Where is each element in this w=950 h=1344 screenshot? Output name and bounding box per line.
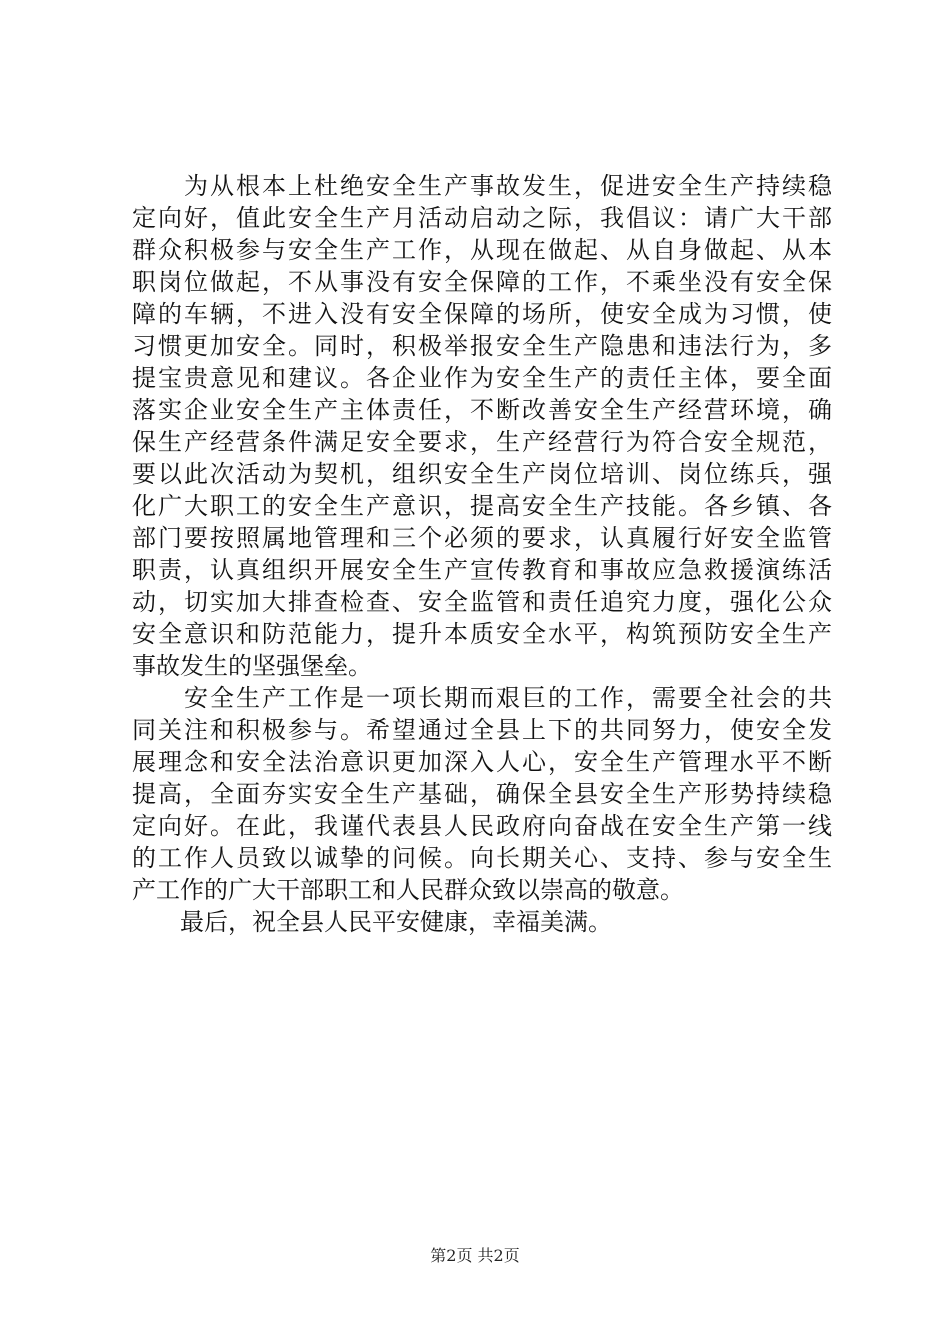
text-line: 安全意识和防范能力，提升本质安全水平，构筑预防安全生产	[132, 620, 832, 648]
text-line: 事故发生的坚强堡垒。	[132, 652, 372, 680]
text-line: 为从根本上杜绝安全生产事故发生，促进安全生产持续稳	[132, 172, 832, 200]
page-number-footer: 第2页 共2页	[430, 1246, 520, 1265]
text-line: 职责，认真组织开展安全生产宣传教育和事故应急救援演练活	[132, 556, 832, 584]
text-line: 展理念和安全法治意识更加深入人心，安全生产管理水平不断	[132, 748, 832, 776]
text-line: 提宝贵意见和建议。各企业作为安全生产的责任主体，要全面	[132, 364, 832, 392]
text-line: 保生产经营条件满足安全要求，生产经营行为符合安全规范，	[132, 428, 832, 456]
document-body	[132, 170, 832, 938]
text-line: 化广大职工的安全生产意识，提高安全生产技能。各乡镇、各	[132, 492, 832, 520]
text-line: 同关注和积极参与。希望通过全县上下的共同努力，使安全发	[132, 716, 832, 744]
text-line: 的工作人员致以诚挚的问候。向长期关心、支持、参与安全生	[132, 844, 832, 872]
text-line: 最后，祝全县人民平安健康，幸福美满。	[132, 908, 612, 936]
text-line: 定向好。在此，我谨代表县人民政府向奋战在安全生产第一线	[132, 812, 832, 840]
paragraph-1	[132, 170, 832, 682]
paragraph-3	[132, 906, 832, 938]
text-line: 提高，全面夯实安全生产基础，确保全县安全生产形势持续稳	[132, 780, 832, 808]
text-line: 群众积极参与安全生产工作，从现在做起、从自身做起、从本	[132, 236, 832, 264]
text-line: 动，切实加大排查检查、安全监管和责任追究力度，强化公众	[132, 588, 832, 616]
text-line: 习惯更加安全。同时，积极举报安全生产隐患和违法行为，多	[132, 332, 832, 360]
text-line: 部门要按照属地管理和三个必须的要求，认真履行好安全监管	[132, 524, 832, 552]
text-line: 障的车辆，不进入没有安全保障的场所，使安全成为习惯，使	[132, 300, 832, 328]
text-line: 要以此次活动为契机，组织安全生产岗位培训、岗位练兵，强	[132, 460, 832, 488]
paragraph-2	[132, 682, 832, 906]
text-line: 落实企业安全生产主体责任，不断改善安全生产经营环境，确	[132, 396, 832, 424]
text-line: 产工作的广大干部职工和人民群众致以崇高的敬意。	[132, 876, 684, 904]
text-line: 安全生产工作是一项长期而艰巨的工作，需要全社会的共	[132, 684, 832, 712]
text-line: 定向好，值此安全生产月活动启动之际，我倡议：请广大干部	[132, 204, 832, 232]
text-line: 职岗位做起，不从事没有安全保障的工作，不乘坐没有安全保	[132, 268, 832, 296]
